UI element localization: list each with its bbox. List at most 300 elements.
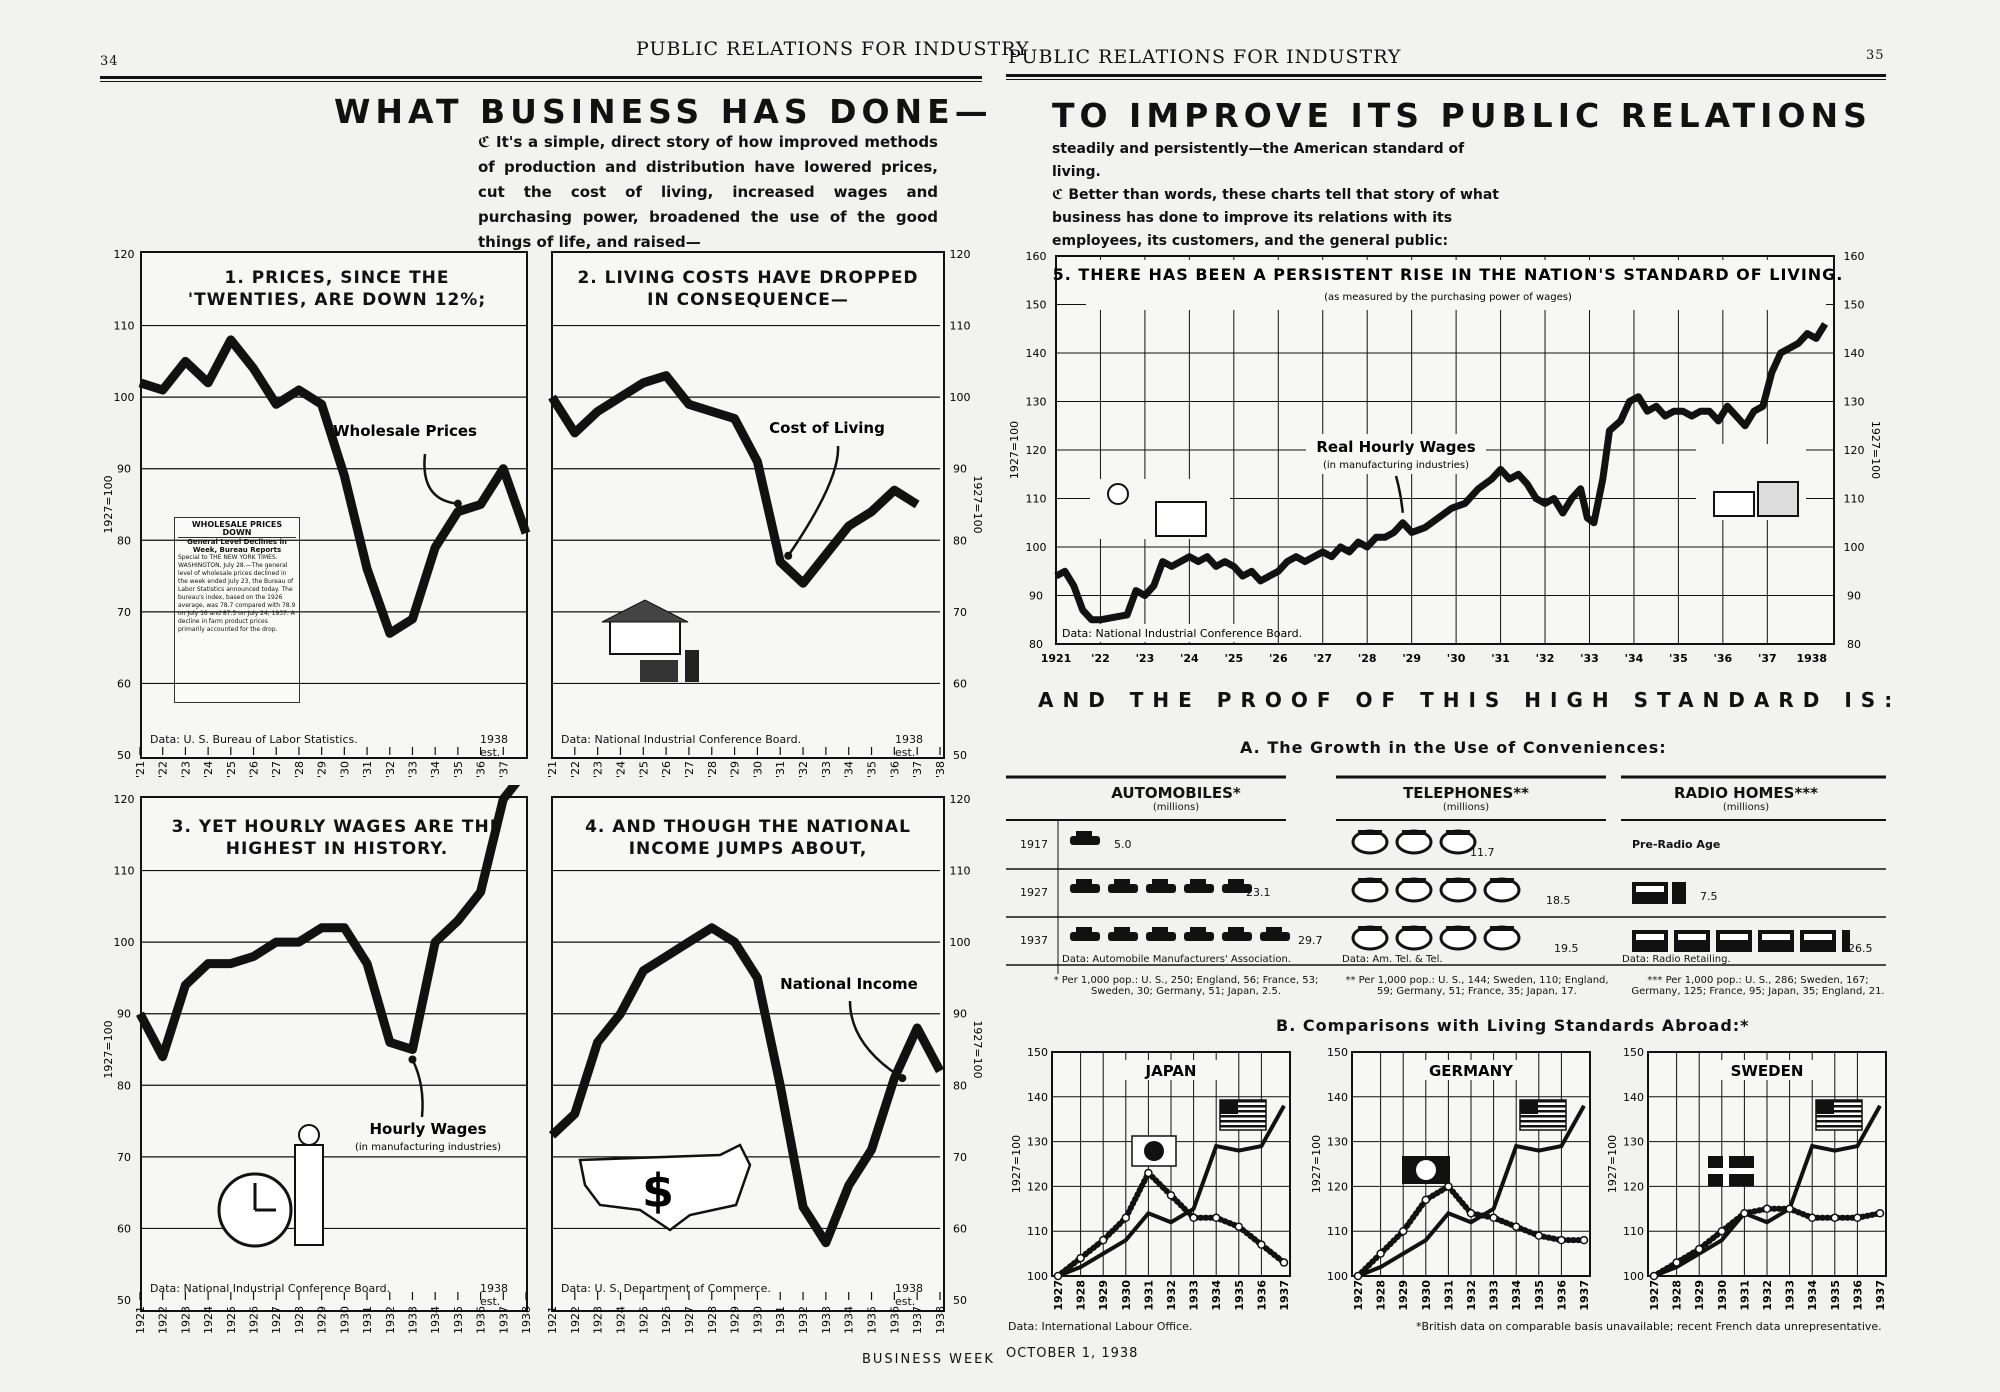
- chart3-est-label: 1938 est.: [480, 1282, 508, 1308]
- left-footer: BUSINESS WEEK: [862, 1352, 995, 1367]
- y-tick-label: 110: [113, 319, 135, 333]
- x-tick-label: '34: [842, 761, 856, 779]
- us-flag-stripe-icon: [1220, 1120, 1266, 1123]
- chart2-plot: [540, 240, 1000, 800]
- subsection-a-heading: A. The Growth in the Use of Conveniences:: [1240, 738, 1667, 757]
- automobile-cab-icon: [1152, 879, 1168, 885]
- x-tick-label: 1938: [1796, 652, 1828, 665]
- country-point: [1490, 1214, 1497, 1221]
- series-label: National Income: [780, 975, 918, 993]
- x-tick-label: '30: [338, 761, 352, 779]
- x-tick-label: '22: [156, 761, 170, 779]
- automobile-cab-icon: [1152, 927, 1168, 933]
- phones-unit: (millions): [1442, 802, 1490, 813]
- y-tick-label: 120: [113, 248, 135, 261]
- automobile-cab-icon: [1190, 879, 1206, 885]
- y-tick-label: 140: [1027, 1090, 1048, 1104]
- country-point: [1513, 1223, 1520, 1230]
- radiator-icon: [1714, 492, 1754, 516]
- pointer-arrow: [788, 446, 838, 556]
- radio-dial-icon: [1762, 934, 1790, 940]
- x-tick-label: 1931: [774, 1306, 788, 1334]
- y-tick-label: 100: [1327, 1270, 1348, 1283]
- automobile-icon: [1070, 884, 1100, 893]
- telephone-handset-icon: [1490, 926, 1514, 931]
- phones-1917-value: 11.7: [1470, 846, 1495, 859]
- radio-unit: (millions): [1722, 802, 1770, 813]
- country-point: [1809, 1214, 1816, 1221]
- y-tick-label-left: 140: [1025, 347, 1047, 360]
- x-tick-label: 1937: [1874, 1280, 1887, 1311]
- automobile-cab-icon: [1228, 879, 1244, 885]
- telephone-handset-icon: [1402, 830, 1426, 835]
- us-flag-canton-icon: [1816, 1100, 1834, 1114]
- x-tick-label: 1937: [1278, 1280, 1291, 1311]
- x-tick-label: 1932: [1165, 1280, 1178, 1311]
- automobile-icon: [1070, 932, 1100, 941]
- radio-dial-icon: [1636, 934, 1664, 940]
- clipping-body: Special to THE NEW YORK TIMES. WASHINGTON, July 28.—The general level of wholesale prices declined in the week ended July 23, the Bureau of Labor Statistics announced today. The bureau's index, based on the 1926 average, was 78.7 compared with 78.9 on July 16 and 87.5 on July 24, 1937. A decline in farm product prices primarily accounted for the drop.: [178, 554, 296, 633]
- x-tick-label: '28: [705, 761, 719, 779]
- x-tick-label: '25: [224, 761, 238, 779]
- x-tick-label: '31: [1491, 652, 1510, 665]
- x-tick-label: 1934: [1210, 1280, 1224, 1311]
- y-tick-label: 150: [1327, 1046, 1348, 1059]
- automobile-icon: [1108, 932, 1138, 941]
- country-point: [1145, 1169, 1152, 1176]
- x-tick-label: '23: [1135, 652, 1155, 665]
- x-tick-label: 1930: [751, 1306, 765, 1334]
- chart1-source: Data: U. S. Bureau of Labor Statistics.: [150, 733, 358, 746]
- x-tick-label: '36: [888, 761, 902, 779]
- x-tick-label: 1932: [797, 1306, 811, 1334]
- y-tick-label: 90: [953, 1007, 967, 1021]
- x-tick-label: '25: [637, 761, 651, 779]
- abroad-footnote: *British data on comparable basis unavailable; recent French data unrepresentative.: [1416, 1320, 1882, 1333]
- y-tick-label: 120: [1327, 1180, 1348, 1194]
- y-tick-label: 50: [117, 1294, 131, 1307]
- country-point: [1281, 1259, 1288, 1266]
- x-tick-label: 1929: [728, 1306, 742, 1334]
- x-tick-label: '24: [1180, 652, 1199, 665]
- x-tick-label: '22: [568, 761, 582, 779]
- y-tick-label: 140: [1327, 1090, 1348, 1104]
- telephone-handset-icon: [1358, 926, 1382, 931]
- x-tick-label: '23: [179, 761, 193, 779]
- japan-flag-sun-icon: [1144, 1141, 1164, 1161]
- x-tick-label: '21: [134, 761, 147, 779]
- x-tick-label: '26: [1268, 652, 1288, 665]
- automobile-cab-icon: [1190, 927, 1206, 933]
- x-tick-label: 1936: [1555, 1280, 1569, 1311]
- panel-title-sweden: SWEDEN: [1730, 1062, 1804, 1080]
- x-tick-label: '36: [1713, 652, 1733, 665]
- x-tick-label: 1936: [474, 1306, 488, 1334]
- radio-header: RADIO HOMES***: [1674, 784, 1818, 802]
- paragraph-mark-icon: ℭ: [478, 133, 491, 151]
- radio-icon: [1758, 930, 1794, 952]
- autos-1937-value: 29.7: [1298, 934, 1323, 947]
- right-page-number: 35: [1866, 48, 1885, 63]
- y-tick-label: 80: [117, 534, 131, 548]
- radio-1937-value: 26.5: [1848, 942, 1873, 955]
- country-point: [1122, 1214, 1129, 1221]
- radio-icon: [1674, 930, 1710, 952]
- automobile-icon: [1222, 932, 1252, 941]
- left-intro-text: It's a simple, direct story of how improved methods of production and distribution have lowered prices, cut the cost of living, increased wages and purchasing power, broadened the use of the good things of life, and raised—: [478, 133, 938, 251]
- dollar-sign-icon: $: [641, 1164, 675, 1218]
- x-tick-label: 1923: [179, 1306, 193, 1334]
- chart5-subtitle: (as measured by the purchasing power of wages): [1324, 292, 1572, 303]
- y-tick-label-left: 150: [1025, 298, 1047, 312]
- x-tick-label: 1922: [156, 1306, 170, 1334]
- chart1-title: 1. PRICES, SINCE THE 'TWENTIES, ARE DOWN 12%;: [187, 268, 487, 310]
- sweden-flag-cross-icon: [1708, 1168, 1754, 1174]
- automobile-icon: [1260, 932, 1290, 941]
- series-label: Hourly Wages: [369, 1120, 487, 1138]
- autos-unit: (millions): [1152, 802, 1200, 813]
- us-flag-stripe-icon: [1520, 1120, 1566, 1123]
- x-tick-label: 1921: [134, 1306, 147, 1334]
- x-tick-label: 1922: [568, 1306, 582, 1334]
- y-tick-label: 80: [117, 1079, 131, 1093]
- x-tick-label: '25: [1224, 652, 1244, 665]
- x-tick-label: 1931: [1738, 1280, 1752, 1311]
- x-tick-label: 1927: [1648, 1280, 1661, 1311]
- x-tick-label: '31: [774, 761, 788, 779]
- country-point: [1741, 1210, 1748, 1217]
- x-tick-label: '29: [1402, 652, 1422, 665]
- country-point: [1422, 1196, 1429, 1203]
- country-point: [1854, 1214, 1861, 1221]
- chart1-est-label: 1938 est.: [480, 733, 508, 759]
- x-tick-label: 1926: [247, 1306, 261, 1334]
- subsection-b-heading: B. Comparisons with Living Standards Abroad:*: [1276, 1016, 1750, 1035]
- x-tick-label: '29: [315, 761, 329, 779]
- country-point: [1355, 1273, 1362, 1280]
- x-tick-label: '23: [591, 761, 605, 779]
- x-tick-label: 1923: [591, 1306, 605, 1334]
- x-tick-label: '32: [1535, 652, 1555, 665]
- country-point: [1100, 1237, 1107, 1244]
- telephone-handset-icon: [1446, 830, 1470, 835]
- chart2-source: Data: National Industrial Conference Board.: [561, 733, 802, 746]
- y-tick-label-right: 120: [1843, 444, 1865, 457]
- radio-dial-icon: [1720, 934, 1748, 940]
- x-tick-label: 1932: [1761, 1280, 1774, 1311]
- x-tick-label: '22: [1091, 652, 1110, 665]
- x-tick-label: '33: [406, 761, 420, 779]
- series-label: Wholesale Prices: [333, 422, 477, 440]
- x-tick-label: 1931: [1442, 1280, 1456, 1311]
- series-label: Real Hourly Wages: [1316, 438, 1476, 456]
- x-tick-label: '35: [1669, 652, 1688, 665]
- y-axis-label: 1927=100: [102, 475, 115, 534]
- country-point: [1400, 1228, 1407, 1235]
- x-tick-label: '35: [451, 761, 465, 779]
- y-tick-label-right: 130: [1843, 395, 1865, 409]
- y-tick-label: 110: [1027, 1225, 1048, 1239]
- x-tick-label: 1924: [202, 1306, 216, 1334]
- x-tick-label: '24: [614, 761, 628, 779]
- x-tick-label: '32: [797, 761, 811, 779]
- y-axis-label: 1927=100: [971, 1020, 984, 1079]
- x-tick-label: 1928: [705, 1306, 719, 1334]
- x-tick-label: 1934: [1510, 1280, 1524, 1311]
- telephone-handset-icon: [1402, 926, 1426, 931]
- x-tick-label: '32: [383, 761, 397, 779]
- x-tick-label: '34: [1624, 652, 1644, 665]
- y-tick-label: 100: [949, 391, 971, 405]
- y-tick-label: 50: [953, 749, 967, 762]
- country-point: [1235, 1223, 1242, 1230]
- y-tick-label: 140: [1623, 1090, 1644, 1104]
- y-axis-label-left: 1927=100: [1008, 420, 1021, 480]
- x-tick-label: 1936: [1851, 1280, 1865, 1311]
- y-tick-label: 60: [117, 1222, 131, 1236]
- y-tick-label: 70: [953, 605, 967, 619]
- x-tick-label: 1933: [1187, 1280, 1201, 1311]
- x-tick-label: '24: [202, 761, 216, 779]
- y-tick-label-right: 100: [1843, 541, 1865, 554]
- series-line-hourly-wages: [140, 785, 526, 1057]
- y-tick-label-right: 90: [1847, 589, 1861, 603]
- x-tick-label: 1934: [1806, 1280, 1820, 1311]
- radio-dial-icon: [1636, 886, 1664, 892]
- right-intro-line1: steadily and persistently—the American standard of living.: [1052, 141, 1465, 180]
- country-point: [1877, 1210, 1884, 1217]
- telephone-handset-icon: [1358, 830, 1382, 835]
- x-tick-label: 1927: [1052, 1280, 1065, 1311]
- x-tick-label: '27: [1313, 652, 1333, 665]
- y-tick-label-right: 110: [1843, 492, 1865, 506]
- y-tick-label: 60: [117, 677, 131, 691]
- y-tick-label-left: 100: [1025, 541, 1047, 554]
- sweden-flag-cross-icon: [1723, 1156, 1729, 1186]
- clipping-subhead: General Level Declines in Week, Bureau Reports: [187, 538, 287, 554]
- right-intro-text: Better than words, these charts tell that story of what business has done to improve its relations with its employees, its customers, and the general public:: [1052, 187, 1499, 249]
- automobile-cab-icon: [1228, 927, 1244, 933]
- x-tick-label: '29: [728, 761, 742, 779]
- us-flag-canton-icon: [1520, 1100, 1538, 1114]
- series-sublabel: (in manufacturing industries): [355, 1142, 501, 1153]
- automobile-cab-icon: [1266, 927, 1282, 933]
- year-1927: 1927: [1020, 886, 1048, 899]
- y-tick-label: 80: [953, 534, 967, 548]
- germany-flag-emblem-icon: [1416, 1160, 1436, 1180]
- person-head-icon: [1108, 484, 1128, 504]
- basket-icon: [640, 660, 678, 682]
- radio-icon: [1716, 930, 1752, 952]
- chart5-source: Data: National Industrial Conference Board.: [1062, 627, 1303, 640]
- radio-dial-icon: [1804, 934, 1832, 940]
- paragraph-mark-icon: ℭ: [1052, 187, 1064, 203]
- country-point: [1581, 1237, 1588, 1244]
- series-line-wholesale-prices: [140, 340, 526, 633]
- telephone-handset-icon: [1446, 878, 1470, 883]
- x-tick-label: '35: [865, 761, 879, 779]
- y-tick-label: 90: [953, 462, 967, 476]
- country-point: [1258, 1241, 1265, 1248]
- x-tick-label: 1924: [614, 1306, 628, 1334]
- y-tick-label: 130: [1327, 1135, 1348, 1149]
- x-tick-label: '30: [1446, 652, 1466, 665]
- right-running-head: PUBLIC RELATIONS FOR INDUSTRY: [1008, 46, 1402, 68]
- y-tick-label: 60: [953, 677, 967, 691]
- right-page-title: TO IMPROVE ITS PUBLIC RELATIONS: [1052, 96, 1872, 135]
- country-point: [1168, 1192, 1175, 1199]
- y-tick-label-left: 80: [1029, 638, 1043, 651]
- automobile-cab-icon: [1076, 831, 1092, 837]
- x-tick-label: '30: [751, 761, 765, 779]
- autos-1917-value: 5.0: [1114, 838, 1132, 851]
- radio-footnote: *** Per 1,000 pop.: U. S., 286; Sweden, 167; Germany, 125; France, 95; Japan, 35; England, 21.: [1631, 975, 1885, 997]
- automobile-icon: [1184, 932, 1214, 941]
- us-flag-stripe-icon: [1220, 1125, 1266, 1128]
- x-tick-label: 1934: [429, 1306, 443, 1334]
- x-tick-label: 1935: [865, 1306, 879, 1334]
- country-point: [1377, 1250, 1384, 1257]
- x-tick-label: '38: [934, 761, 947, 779]
- y-tick-label-left: 160: [1025, 250, 1047, 263]
- x-tick-label: 1935: [451, 1306, 465, 1334]
- x-tick-label: '27: [270, 761, 284, 779]
- phones-1927-value: 18.5: [1546, 894, 1571, 907]
- telephone-handset-icon: [1402, 878, 1426, 883]
- x-tick-label: 1930: [1119, 1280, 1133, 1311]
- proof-heading: AND THE PROOF OF THIS HIGH STANDARD IS:: [1038, 688, 1902, 712]
- automobile-icon: [1146, 932, 1176, 941]
- x-tick-label: 1929: [1097, 1280, 1111, 1311]
- clothing-icon: [685, 650, 699, 682]
- autos-footnote: * Per 1,000 pop.: U. S., 250; England, 56; France, 53; Sweden, 30; Germany, 51; Japan, 2.5.: [1053, 975, 1319, 997]
- x-tick-label: 1930: [338, 1306, 352, 1334]
- worker-icon: [295, 1145, 323, 1245]
- x-tick-label: '37: [497, 761, 511, 779]
- x-tick-label: 1931: [361, 1306, 375, 1334]
- abroad-charts: [1006, 1040, 1896, 1324]
- radio-icon: [1632, 882, 1668, 904]
- y-tick-label: 100: [1027, 1270, 1048, 1283]
- y-tick-label: 110: [1327, 1225, 1348, 1239]
- autos-source: Data: Automobile Manufacturers' Association.: [1062, 954, 1291, 965]
- radio-1927-value: 7.5: [1700, 890, 1718, 903]
- y-axis-label: 1927=100: [1310, 1134, 1323, 1194]
- x-tick-label: '37: [1757, 652, 1777, 665]
- x-tick-label: '36: [474, 761, 488, 779]
- y-tick-label: 100: [949, 936, 971, 950]
- y-tick-label-left: 120: [1025, 444, 1047, 457]
- chart2-title: 2. LIVING COSTS HAVE DROPPED IN CONSEQUENCE—: [577, 268, 919, 310]
- x-tick-label: 1933: [1783, 1280, 1797, 1311]
- x-tick-label: 1928: [292, 1306, 306, 1334]
- y-axis-label-right: 1927=100: [1869, 420, 1882, 480]
- x-tick-label: 1929: [1693, 1280, 1707, 1311]
- x-tick-label: 1935: [1232, 1280, 1246, 1311]
- x-tick-label: 1931: [1142, 1280, 1156, 1311]
- x-tick-label: 1928: [1670, 1280, 1684, 1311]
- x-tick-label: 1929: [1397, 1280, 1411, 1311]
- left-head-rule: [100, 76, 982, 79]
- country-point: [1831, 1214, 1838, 1221]
- y-tick-label-left: 90: [1029, 589, 1043, 603]
- x-tick-label: 1936: [888, 1306, 902, 1334]
- country-point: [1786, 1205, 1793, 1212]
- y-tick-label: 120: [949, 793, 971, 806]
- automobile-cab-icon: [1076, 879, 1092, 885]
- clipping-headline: WHOLESALE PRICES DOWN: [178, 521, 296, 538]
- x-tick-label: '28: [292, 761, 306, 779]
- x-tick-label: 1927: [682, 1306, 696, 1334]
- y-tick-label-right: 150: [1843, 298, 1865, 312]
- y-tick-label-right: 80: [1847, 638, 1861, 651]
- y-tick-label: 150: [1623, 1046, 1644, 1059]
- x-tick-label: 1934: [842, 1306, 856, 1334]
- y-tick-label-right: 140: [1843, 347, 1865, 360]
- country-point: [1651, 1273, 1658, 1280]
- x-tick-label: '28: [1357, 652, 1377, 665]
- country-point: [1764, 1205, 1771, 1212]
- country-point: [1468, 1210, 1475, 1217]
- x-tick-label: 1936: [1255, 1280, 1269, 1311]
- x-tick-label: 1928: [1074, 1280, 1088, 1311]
- automobile-cab-icon: [1114, 927, 1130, 933]
- year-1917: 1917: [1020, 838, 1048, 851]
- country-point: [1213, 1214, 1220, 1221]
- chart4-est-label: 1938 est.: [895, 1282, 923, 1308]
- y-tick-label: 70: [117, 1150, 131, 1164]
- y-tick-label: 90: [117, 1007, 131, 1021]
- x-tick-label: 1930: [1419, 1280, 1433, 1311]
- x-tick-label: 1932: [1465, 1280, 1478, 1311]
- house-icon: [610, 620, 680, 654]
- automobile-cab-icon: [1076, 927, 1092, 933]
- right-intro: [1052, 138, 1502, 253]
- x-tick-label: '21: [546, 761, 559, 779]
- us-flag-stripe-icon: [1220, 1115, 1266, 1118]
- x-tick-label: 1926: [660, 1306, 674, 1334]
- radio-icon: [1632, 930, 1668, 952]
- radio-dial-icon: [1678, 934, 1706, 940]
- phones-footnote: ** Per 1,000 pop.: U. S., 144; Sweden, 110; England, 59; Germany, 51; France, 35; Japan, 17.: [1345, 975, 1609, 997]
- y-tick-label: 80: [953, 1079, 967, 1093]
- year-1937: 1937: [1020, 934, 1048, 947]
- x-tick-label: '27: [682, 761, 696, 779]
- y-tick-label: 50: [117, 749, 131, 762]
- chart4-title: 4. AND THOUGH THE NATIONAL INCOME JUMPS ABOUT,: [585, 817, 911, 859]
- x-tick-label: 1932: [383, 1306, 397, 1334]
- y-tick-label: 100: [113, 936, 135, 950]
- y-tick-label: 110: [113, 864, 135, 878]
- y-tick-label: 120: [949, 248, 971, 261]
- y-tick-label: 120: [1027, 1180, 1048, 1194]
- x-tick-label: '31: [361, 761, 375, 779]
- pointer-arrow: [424, 454, 457, 504]
- y-axis-label: 1927=100: [1010, 1134, 1023, 1194]
- chart4-source: Data: U. S. Department of Commerce.: [561, 1282, 771, 1295]
- y-tick-label: 110: [949, 319, 971, 333]
- left-page-number: 34: [100, 54, 119, 69]
- series-label: Cost of Living: [769, 419, 885, 437]
- radio-source: Data: Radio Retailing.: [1622, 954, 1731, 965]
- country-point: [1718, 1228, 1725, 1235]
- phones-source: Data: Am. Tel. & Tel.: [1342, 954, 1443, 965]
- x-tick-label: 1937: [911, 1306, 925, 1334]
- x-tick-label: 1928: [1374, 1280, 1388, 1311]
- y-tick-label: 110: [1623, 1225, 1644, 1239]
- right-head-rule-thin: [1006, 79, 1886, 80]
- series-sublabel: (in manufacturing industries): [1323, 460, 1469, 471]
